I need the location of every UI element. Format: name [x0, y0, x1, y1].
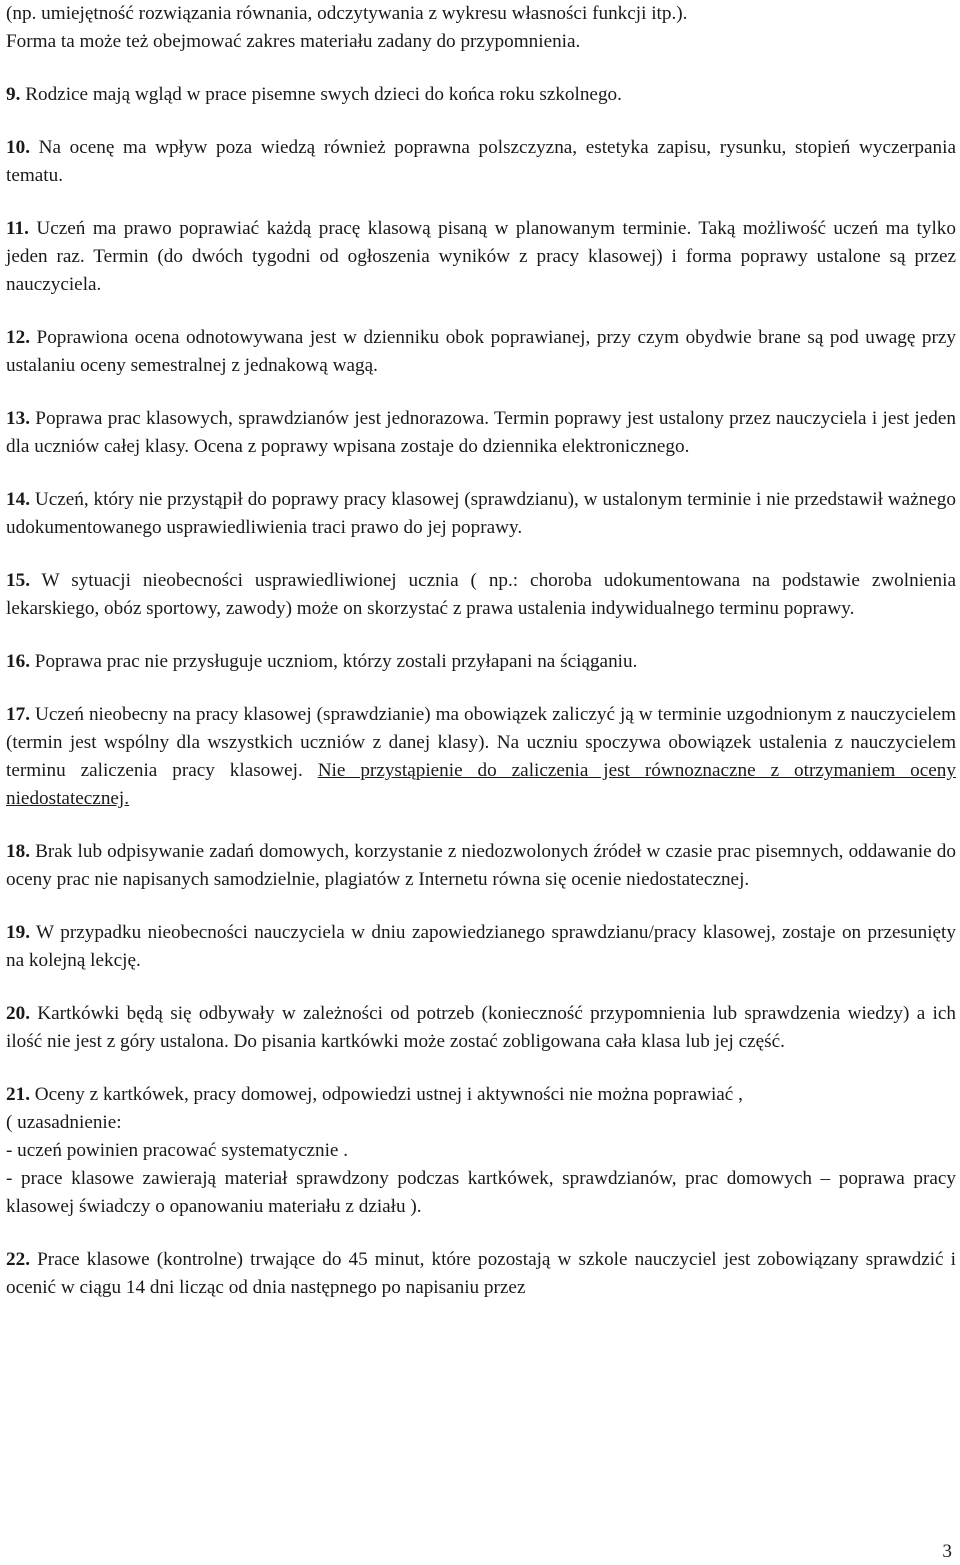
item-16 — [6, 648, 956, 676]
item-19 — [6, 919, 956, 975]
item-22 — [6, 1246, 956, 1302]
item-text: Poprawa prac klasowych, sprawdzianów jest jednorazowa. Termin poprawy jest ustalony przez nauczyciela i jest jeden dla uczniów całej klasy. Ocena z poprawy wpisana zostaje do dziennika elektronicznego. — [6, 408, 956, 457]
item-20 — [6, 1000, 956, 1056]
item-text: Uczeń ma prawo poprawiać każdą pracę klasową pisaną w planowanym terminie. Taką możliwość uczeń ma tylko jeden raz. Termin (do dwóch tygodni od ogłoszenia wyników z pracy klasowej) i forma poprawy ustalone są przez nauczyciela. — [6, 218, 956, 295]
page-number: 3 — [942, 1541, 952, 1562]
item-number: 9. — [6, 84, 21, 105]
intro-line-2: Forma ta może też obejmować zakres materiału zadany do przypomnienia. — [6, 31, 581, 52]
item-17 — [6, 701, 956, 813]
item-number: 12. — [6, 327, 30, 348]
item-text: Rodzice mają wgląd w prace pisemne swych dzieci do końca roku szkolnego. — [20, 84, 622, 105]
item-number: 16. — [6, 651, 30, 672]
item-21 — [6, 1081, 956, 1221]
item-number: 13. — [6, 408, 30, 429]
item-13 — [6, 405, 956, 461]
item-text: Brak lub odpisywanie zadań domowych, korzystanie z niedozwolonych źródeł w czasie prac pisemnych, oddawanie do oceny prac nie napisanych samodzielnie, plagiatów z Internetu równa się ocenie niedostatecznej. — [6, 841, 956, 890]
item-line: - prace klasowe zawierają materiał sprawdzony podczas kartkówek, sprawdzianów, prac domowych – poprawa pracy klasowej świadczy o opanowaniu materiału z działu ). — [6, 1168, 956, 1217]
item-number: 20. — [6, 1003, 30, 1024]
item-number: 11. — [6, 218, 29, 239]
item-9 — [6, 81, 956, 109]
document-page — [6, 0, 956, 1302]
item-number: 14. — [6, 489, 30, 510]
item-number: 15. — [6, 570, 30, 591]
item-number: 17. — [6, 704, 30, 725]
item-number: 22. — [6, 1249, 30, 1270]
item-text: Na ocenę ma wpływ poza wiedzą również poprawna polszczyzna, estetyka zapisu, rysunku, stopień wyczerpania tematu. — [6, 137, 956, 186]
item-text: W przypadku nieobecności nauczyciela w dniu zapowiedzianego sprawdzianu/pracy klasowej, zostaje on przesunięty na kolejną lekcję. — [6, 922, 956, 971]
item-text: Uczeń, który nie przystąpił do poprawy pracy klasowej (sprawdzianu), w ustalonym terminie i nie przedstawił ważnego udokumentowanego usprawiedliwienia traci prawo do jej poprawy. — [6, 489, 956, 538]
item-15 — [6, 567, 956, 623]
item-number: 21. — [6, 1084, 30, 1105]
item-number: 18. — [6, 841, 30, 862]
item-text: Poprawa prac nie przysługuje uczniom, którzy zostali przyłapani na ściąganiu. — [29, 651, 638, 672]
item-text: Kartkówki będą się odbywały w zależności od potrzeb (konieczność przypomnienia lub sprawdzenia wiedzy) a ich ilość nie jest z góry ustalona. Do pisania kartkówki może zostać zobligowana cała klasa lub jej część. — [6, 1003, 956, 1052]
item-line: - uczeń powinien pracować systematycznie . — [6, 1140, 349, 1161]
item-text: Prace klasowe (kontrolne) trwające do 45 minut, które pozostają w szkole nauczyciel jest zobowiązany sprawdzić i ocenić w ciągu 14 dni licząc od dnia następnego po napisaniu przez — [6, 1249, 956, 1298]
item-18 — [6, 838, 956, 894]
item-text: Uczeń nieobecny na pracy klasowej (sprawdzianie) ma obowiązek zaliczyć ją w terminie uzgodnionym z nauczycielem (termin jest wspólny dla wszystkich uczniów z danej klasy). Na uczniu spoczywa obowiązek ustalenia z nauczycielem terminu zaliczenia pracy klasowej. — [6, 704, 956, 781]
item-number: 10. — [6, 137, 30, 158]
item-line: ( uzasadnienie: — [6, 1112, 122, 1133]
item-14 — [6, 486, 956, 542]
item-11 — [6, 215, 956, 299]
item-text: Oceny z kartkówek, pracy domowej, odpowiedzi ustnej i aktywności nie można poprawiać , — [29, 1084, 743, 1105]
item-text: Poprawiona ocena odnotowywana jest w dzienniku obok poprawianej, przy czym obydwie brane są pod uwagę przy ustalaniu oceny semestralnej z jednakową wagą. — [6, 327, 956, 376]
intro-line-1: (np. umiejętność rozwiązania równania, odczytywania z wykresu własności funkcji itp.). — [6, 3, 688, 24]
underlined-note: Nie przystąpienie do zaliczenia jest równoznaczne z otrzymaniem oceny niedostatecznej. — [6, 760, 956, 809]
item-number: 19. — [6, 922, 30, 943]
item-12 — [6, 324, 956, 380]
item-text: W sytuacji nieobecności usprawiedliwionej ucznia ( np.: choroba udokumentowana na podstawie zwolnienia lekarskiego, obóz sportowy, zawody) może on skorzystać z prawa ustalenia indywidualnego terminu poprawy. — [6, 570, 956, 619]
intro-paragraph — [6, 0, 956, 56]
item-10 — [6, 134, 956, 190]
